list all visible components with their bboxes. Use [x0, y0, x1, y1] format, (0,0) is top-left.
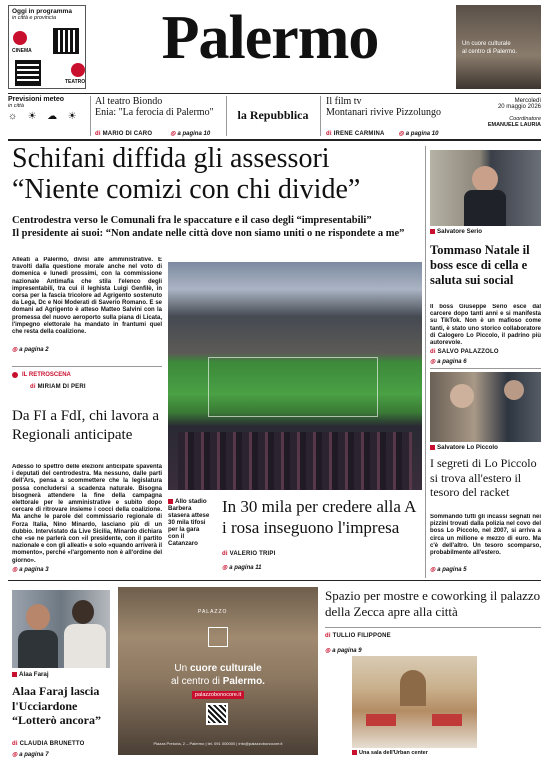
- right1-page[interactable]: ◎ a pagina 6: [430, 358, 467, 365]
- right2-body: Sommando tutti gli incassi segnati nei pizzini trovati dalla polizia nel covo del boss Lo Piccolo, nel 2007, si arriva a circa un milione e mezzo di euro. Ma c'è dell'altro. Un tesoro scomparso, probabilmente all'estero.: [430, 514, 541, 557]
- masthead-ad-line1: Un cuore culturale: [462, 41, 511, 47]
- ad-line1-b: cuore culturale: [189, 663, 262, 674]
- cinema-label: CINEMA: [12, 48, 32, 54]
- brand-logo: la Repubblica: [237, 108, 309, 122]
- lead-headline[interactable]: [12, 143, 420, 205]
- stadium-caption1: Allo stadio: [168, 498, 214, 505]
- bottom-left-byline: CLAUDIA BRUNETTO: [19, 741, 85, 747]
- teaser1-byline-prefix: di: [95, 131, 101, 137]
- teaser-biondo[interactable]: [95, 96, 223, 140]
- ad-qr-code[interactable]: [206, 703, 228, 725]
- right2-page[interactable]: ◎ a pagina 5: [430, 566, 467, 573]
- serio-photo: [430, 150, 541, 226]
- bottom-right-headline[interactable]: Spazio per mostre e coworking il palazzo della Zecca apre alla città: [325, 588, 541, 619]
- ad-line1: [118, 663, 318, 674]
- bottom-section-rule: [8, 580, 541, 581]
- retroscena-byline: MIRIAM DI PERI: [37, 384, 86, 390]
- date-full: 20 maggio 2026: [497, 104, 541, 110]
- bottom-left-headline[interactable]: Alaa Faraj lascia l'Ucciardone “Lotterò ancora”: [12, 684, 101, 727]
- ad-line2-b: Palermo.: [222, 676, 265, 687]
- cinema-qr-code[interactable]: [53, 28, 79, 54]
- faraj-photo: [12, 590, 110, 668]
- right2-headline[interactable]: I segreti di Lo Piccolo si trova all'estero il tesoro del racket: [430, 456, 537, 499]
- bottom-right-byline-prefix: di: [325, 633, 331, 639]
- lopiccolo-caption: Salvatore Lo Piccolo: [430, 444, 498, 451]
- stadium-caption: [168, 498, 214, 547]
- teaser1-byline: MARIO DI CARO: [102, 131, 153, 137]
- program-box: [8, 5, 86, 89]
- date-box: [465, 98, 541, 128]
- zecca-caption: Una sala dell'Urban center: [352, 750, 428, 756]
- coord-label: Coordinatore: [509, 116, 541, 122]
- lead-body: Alleati a Palermo, divisi alle amministrative. E travolti dalla questione morale anche nel voto di domenica e lunedì prossimi, con la commissione nazionale Antimafia che stila l'elenco degli impresentabili, tra cui il leghista Luigi Genfilè, in corsa per la fascia tricolore ad Agrigento sostenuto da Lega, Dc e Noi Moderati di Saverio Romano. E se domani ad Agrigento è atteso Matteo Salvini con la promessa del nuovo aeroporto sulla piana di Licata, l'impegno elettorale ha mandato in frantumi quel che resta della coalizione.: [12, 257, 162, 336]
- lead-deck1: Centrodestra verso le Comunali fra le spaccature e il caso degli “impresentabili”: [12, 215, 372, 226]
- lead-headline-line1: Schifani diffida gli assessori: [12, 143, 330, 174]
- ad-logo-icon: [208, 627, 228, 647]
- teaser2-byline: IRENE CARMINA: [333, 131, 385, 137]
- masthead-ad[interactable]: [456, 5, 541, 89]
- strip-bottom-rule: [8, 139, 541, 141]
- lead-page[interactable]: ◎ a pagina 2: [12, 346, 49, 353]
- ad-url[interactable]: palazzobonocore.it: [192, 691, 244, 699]
- teaser-film[interactable]: [326, 96, 456, 140]
- retroscena-label: IL RETROSCENA: [22, 372, 71, 378]
- teaser2-page: ◎ a pagina 10: [399, 131, 439, 137]
- retroscena-icon: [12, 372, 18, 378]
- stadium-page[interactable]: ◎ a pagina 11: [222, 564, 262, 571]
- zecca-photo: [352, 656, 477, 748]
- program-subtitle: in città e provincia: [12, 15, 57, 21]
- right1-byline-wrap: [430, 349, 499, 355]
- coord-name: EMANUELE LAURIA: [487, 122, 541, 128]
- ad-line2: [118, 676, 318, 687]
- serio-caption: Salvatore Serio: [430, 228, 482, 235]
- meteo-sub: in città: [8, 103, 24, 109]
- bottom-right-byline: TULLIO FILIPPONE: [332, 633, 391, 639]
- stadium-headline[interactable]: In 30 mila per credere alla A i rosa inseguono l'impresa: [222, 497, 416, 537]
- ad-address: Piazza Pretoria, 2 – Palermo | tel. 091 000000 | info@palazzobonocore.it: [153, 741, 283, 746]
- strip-top-rule: [8, 93, 541, 94]
- stadium-caption2: Barbera: [168, 505, 192, 512]
- stadium-byline-wrap: [222, 551, 275, 557]
- lead-headline-line2: “Niente comizi con chi divide”: [12, 174, 361, 205]
- ad-line2-a: al centro di: [171, 676, 220, 687]
- teaser2-text: Montanari rivive Pizzolungo: [326, 107, 441, 118]
- teaser1-kicker: Al teatro Biondo: [95, 96, 163, 107]
- ad-line1-a: Un: [174, 663, 188, 674]
- retroscena-byline-wrap: [30, 384, 86, 390]
- retroscena-headline[interactable]: Da FI a FdI, chi lavora a Regionali anticipate: [12, 408, 160, 443]
- teatro-label: TEATRO: [65, 79, 86, 85]
- lead-deck: [12, 214, 420, 240]
- bottom-left-byline-prefix: di: [12, 741, 18, 747]
- bottom-left-page[interactable]: ◎ a pagina 7: [12, 751, 49, 758]
- weather-icons: ☼ ☀ ☁ ☀: [8, 111, 81, 122]
- bottom-right-page[interactable]: ◎ a pagina 9: [325, 647, 362, 654]
- faraj-caption: Alaa Faraj: [12, 671, 49, 678]
- stadium-photo: [168, 262, 422, 490]
- lopiccolo-photo: [430, 372, 541, 442]
- retroscena-page[interactable]: ◎ a pagina 3: [12, 566, 49, 573]
- meteo-box: [8, 96, 86, 136]
- stadium-caption3: stasera attese: [168, 512, 210, 519]
- palazzo-ad[interactable]: [118, 587, 318, 755]
- stadium-caption4: 30 mila tifosi: [168, 519, 206, 526]
- right1-headline[interactable]: Tommaso Natale il boss esce di cella e saluta sui social: [430, 243, 530, 287]
- teatro-icon: [71, 63, 85, 77]
- lead-deck2: Il presidente ai suoi: “Non andate nelle città dove non siamo uniti o ne rispondete a me”: [12, 228, 405, 239]
- bottom-left-byline-wrap: [12, 741, 84, 747]
- stadium-caption6: con il Catanzaro: [168, 533, 198, 547]
- masthead-ad-line2: al centro di Palermo.: [462, 49, 518, 55]
- teaser1-page: ◎ a pagina 10: [170, 131, 210, 137]
- stadium-caption5: per la gara: [168, 526, 200, 533]
- meteo-title: Previsioni meteo: [8, 96, 65, 103]
- teaser1-text: Enia: "La ferocia di Palermo": [95, 107, 214, 118]
- program-title: Oggi in programma: [12, 8, 72, 15]
- teaser2-kicker: Il film tv: [326, 96, 362, 107]
- date-day: Mercoledì: [514, 98, 541, 104]
- teaser2-byline-prefix: di: [326, 131, 332, 137]
- retroscena-byline-prefix: di: [30, 384, 36, 390]
- teatro-qr-code[interactable]: [15, 60, 41, 86]
- right1-byline-prefix: di: [430, 349, 436, 355]
- bottom-right-byline-wrap: [325, 633, 391, 639]
- masthead-title: Palermo: [161, 4, 379, 72]
- retroscena-body: Adesso lo spettro delle elezioni anticipate spaventa i deputati del centrodestra. Ma nessuno, dalle parti dell'Ars, pensa a scommettere che la legislatura possa concludersi a scadenza naturale. Bisogna bisognerà attendere la fine della campagna elettorale per le amministrative e subito dopo cercare di ritrovare insieme i cocci della coalizione. Ma anche le parole del commissario regionale di Forza Italia, Nino Minardo, lasciano più di un dubbio. Intervistato da Live Sicilia, Minardo dichiara che «se ne parlerà con «il presidente, con il partito nazionale e con gli alleati» e solo «quando arriverà il momento», perché «l'argomento non è all'ordine del giorno».: [12, 464, 162, 564]
- stadium-byline-prefix: di: [222, 551, 228, 557]
- right1-body: Il boss Giuseppe Serio esce dal carcere dopo tanti anni e si manifesta su TikTok. Non è un mafioso come tanti, è stato uno storico collaboratore di Calogero Lo Piccolo, il padrino più autorevole.: [430, 304, 541, 347]
- stadium-byline: VALERIO TRIPI: [229, 551, 276, 557]
- right1-byline: SALVO PALAZZOLO: [437, 349, 499, 355]
- cinema-icon: [13, 31, 27, 45]
- ad-brand-top: PALAZZO: [198, 609, 228, 615]
